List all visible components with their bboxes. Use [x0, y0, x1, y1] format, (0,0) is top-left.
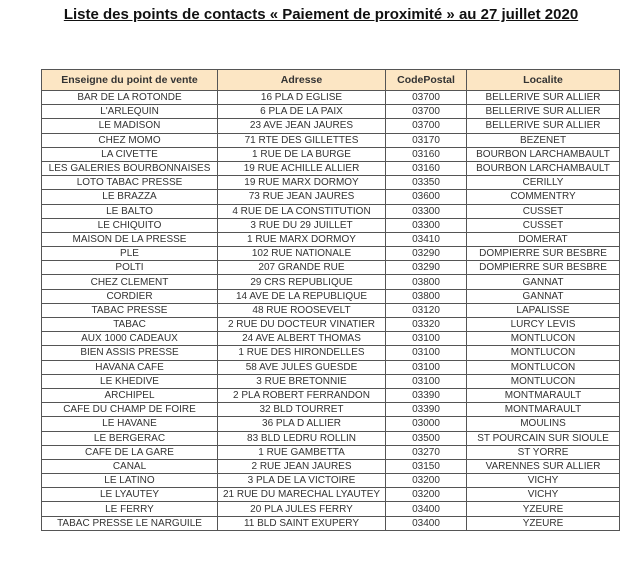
- cell-codepostal: 03390: [386, 403, 467, 417]
- cell-adresse: 6 PLA DE LA PAIX: [218, 105, 386, 119]
- cell-codepostal: 03000: [386, 417, 467, 431]
- cell-localite: MONTLUCON: [467, 360, 620, 374]
- header-localite: Localite: [467, 70, 620, 91]
- table-row: [42, 403, 620, 417]
- table-row: [42, 275, 620, 289]
- table-header-row: [42, 70, 620, 91]
- cell-localite: DOMPIERRE SUR BESBRE: [467, 247, 620, 261]
- cell-enseigne: LE MADISON: [42, 119, 218, 133]
- cell-localite: MONTMARAULT: [467, 388, 620, 402]
- cell-adresse: 24 AVE ALBERT THOMAS: [218, 332, 386, 346]
- table-row: [42, 431, 620, 445]
- cell-adresse: 3 PLA DE LA VICTOIRE: [218, 474, 386, 488]
- table-body: [42, 91, 620, 531]
- table-row: [42, 374, 620, 388]
- document-title: Liste des points de contacts « Paiement de proximité » au 27 juillet 2020: [63, 6, 579, 23]
- cell-localite: MONTLUCON: [467, 374, 620, 388]
- cell-localite: YZEURE: [467, 502, 620, 516]
- cell-codepostal: 03100: [386, 346, 467, 360]
- table-row: [42, 176, 620, 190]
- table-row: [42, 105, 620, 119]
- cell-localite: BOURBON LARCHAMBAULT: [467, 147, 620, 161]
- table-row: [42, 119, 620, 133]
- table-row: [42, 360, 620, 374]
- cell-adresse: 2 RUE DU DOCTEUR VINATIER: [218, 318, 386, 332]
- cell-enseigne: LE CHIQUITO: [42, 218, 218, 232]
- cell-enseigne: CHEZ CLEMENT: [42, 275, 218, 289]
- cell-enseigne: BAR DE LA ROTONDE: [42, 91, 218, 105]
- cell-codepostal: 03170: [386, 133, 467, 147]
- table-row: [42, 445, 620, 459]
- cell-codepostal: 03160: [386, 161, 467, 175]
- cell-codepostal: 03410: [386, 232, 467, 246]
- cell-localite: CERILLY: [467, 176, 620, 190]
- table-row: [42, 190, 620, 204]
- cell-adresse: 1 RUE DE LA BURGE: [218, 147, 386, 161]
- table-row: [42, 417, 620, 431]
- cell-codepostal: 03270: [386, 445, 467, 459]
- cell-enseigne: HAVANA CAFE: [42, 360, 218, 374]
- cell-localite: BOURBON LARCHAMBAULT: [467, 161, 620, 175]
- cell-codepostal: 03320: [386, 318, 467, 332]
- cell-adresse: 19 RUE ACHILLE ALLIER: [218, 161, 386, 175]
- cell-localite: MONTLUCON: [467, 346, 620, 360]
- cell-localite: LURCY LEVIS: [467, 318, 620, 332]
- cell-adresse: 73 RUE JEAN JAURES: [218, 190, 386, 204]
- cell-codepostal: 03390: [386, 388, 467, 402]
- cell-codepostal: 03160: [386, 147, 467, 161]
- cell-enseigne: CANAL: [42, 459, 218, 473]
- cell-adresse: 36 PLA D ALLIER: [218, 417, 386, 431]
- cell-codepostal: 03150: [386, 459, 467, 473]
- cell-enseigne: LE HAVANE: [42, 417, 218, 431]
- cell-adresse: 19 RUE MARX DORMOY: [218, 176, 386, 190]
- cell-enseigne: TABAC PRESSE LE NARGUILE: [42, 516, 218, 530]
- table-row: [42, 133, 620, 147]
- cell-codepostal: 03120: [386, 303, 467, 317]
- cell-localite: BELLERIVE SUR ALLIER: [467, 119, 620, 133]
- cell-enseigne: TABAC: [42, 318, 218, 332]
- cell-enseigne: PLE: [42, 247, 218, 261]
- cell-enseigne: BIEN ASSIS PRESSE: [42, 346, 218, 360]
- table-row: [42, 247, 620, 261]
- cell-enseigne: LE LYAUTEY: [42, 488, 218, 502]
- cell-codepostal: 03400: [386, 516, 467, 530]
- cell-adresse: 4 RUE DE LA CONSTITUTION: [218, 204, 386, 218]
- cell-codepostal: 03200: [386, 474, 467, 488]
- cell-adresse: 3 RUE BRETONNIE: [218, 374, 386, 388]
- cell-codepostal: 03700: [386, 119, 467, 133]
- table-row: [42, 502, 620, 516]
- cell-enseigne: CHEZ MOMO: [42, 133, 218, 147]
- cell-adresse: 1 RUE MARX DORMOY: [218, 232, 386, 246]
- cell-enseigne: LE KHEDIVE: [42, 374, 218, 388]
- table-row: [42, 232, 620, 246]
- cell-codepostal: 03400: [386, 502, 467, 516]
- cell-enseigne: ARCHIPEL: [42, 388, 218, 402]
- cell-adresse: 1 RUE DES HIRONDELLES: [218, 346, 386, 360]
- cell-enseigne: TABAC PRESSE: [42, 303, 218, 317]
- cell-enseigne: CAFE DE LA GARE: [42, 445, 218, 459]
- table-row: [42, 488, 620, 502]
- cell-enseigne: LE BALTO: [42, 204, 218, 218]
- cell-codepostal: 03300: [386, 218, 467, 232]
- cell-codepostal: 03350: [386, 176, 467, 190]
- cell-codepostal: 03600: [386, 190, 467, 204]
- table-row: [42, 318, 620, 332]
- cell-adresse: 2 PLA ROBERT FERRANDON: [218, 388, 386, 402]
- cell-enseigne: CORDIER: [42, 289, 218, 303]
- cell-adresse: 3 RUE DU 29 JUILLET: [218, 218, 386, 232]
- cell-localite: MONTMARAULT: [467, 403, 620, 417]
- cell-adresse: 102 RUE NATIONALE: [218, 247, 386, 261]
- table-row: [42, 147, 620, 161]
- cell-codepostal: 03700: [386, 91, 467, 105]
- cell-adresse: 1 RUE GAMBETTA: [218, 445, 386, 459]
- table-row: [42, 332, 620, 346]
- cell-adresse: 32 BLD TOURRET: [218, 403, 386, 417]
- cell-enseigne: AUX 1000 CADEAUX: [42, 332, 218, 346]
- header-codepostal: CodePostal: [386, 70, 467, 91]
- cell-enseigne: POLTI: [42, 261, 218, 275]
- cell-codepostal: 03800: [386, 275, 467, 289]
- points-de-contact-table: [41, 69, 620, 531]
- cell-localite: CUSSET: [467, 204, 620, 218]
- cell-adresse: 20 PLA JULES FERRY: [218, 502, 386, 516]
- cell-localite: VICHY: [467, 474, 620, 488]
- cell-localite: COMMENTRY: [467, 190, 620, 204]
- cell-localite: CUSSET: [467, 218, 620, 232]
- cell-localite: ST POURCAIN SUR SIOULE: [467, 431, 620, 445]
- cell-localite: MOULINS: [467, 417, 620, 431]
- cell-localite: VARENNES SUR ALLIER: [467, 459, 620, 473]
- cell-adresse: 58 AVE JULES GUESDE: [218, 360, 386, 374]
- cell-enseigne: LES GALERIES BOURBONNAISES: [42, 161, 218, 175]
- cell-codepostal: 03500: [386, 431, 467, 445]
- table-row: [42, 346, 620, 360]
- cell-adresse: 71 RTE DES GILLETTES: [218, 133, 386, 147]
- cell-localite: GANNAT: [467, 275, 620, 289]
- cell-codepostal: 03100: [386, 374, 467, 388]
- table-row: [42, 218, 620, 232]
- header-enseigne: Enseigne du point de vente: [42, 70, 218, 91]
- cell-localite: BELLERIVE SUR ALLIER: [467, 105, 620, 119]
- cell-adresse: 14 AVE DE LA REPUBLIQUE: [218, 289, 386, 303]
- table-row: [42, 261, 620, 275]
- cell-codepostal: 03290: [386, 247, 467, 261]
- table-row: [42, 459, 620, 473]
- cell-adresse: 23 AVE JEAN JAURES: [218, 119, 386, 133]
- cell-codepostal: 03100: [386, 360, 467, 374]
- cell-localite: VICHY: [467, 488, 620, 502]
- cell-localite: GANNAT: [467, 289, 620, 303]
- cell-enseigne: LE LATINO: [42, 474, 218, 488]
- cell-codepostal: 03300: [386, 204, 467, 218]
- cell-localite: DOMERAT: [467, 232, 620, 246]
- cell-localite: ST YORRE: [467, 445, 620, 459]
- cell-localite: DOMPIERRE SUR BESBRE: [467, 261, 620, 275]
- cell-localite: YZEURE: [467, 516, 620, 530]
- header-adresse: Adresse: [218, 70, 386, 91]
- cell-adresse: 16 PLA D EGLISE: [218, 91, 386, 105]
- cell-codepostal: 03700: [386, 105, 467, 119]
- cell-enseigne: LE BRAZZA: [42, 190, 218, 204]
- cell-adresse: 21 RUE DU MARECHAL LYAUTEY: [218, 488, 386, 502]
- cell-enseigne: LE BERGERAC: [42, 431, 218, 445]
- cell-enseigne: LE FERRY: [42, 502, 218, 516]
- cell-adresse: 207 GRANDE RUE: [218, 261, 386, 275]
- cell-enseigne: MAISON DE LA PRESSE: [42, 232, 218, 246]
- cell-adresse: 11 BLD SAINT EXUPERY: [218, 516, 386, 530]
- cell-localite: BELLERIVE SUR ALLIER: [467, 91, 620, 105]
- cell-enseigne: LOTO TABAC PRESSE: [42, 176, 218, 190]
- cell-adresse: 2 RUE JEAN JAURES: [218, 459, 386, 473]
- table-row: [42, 161, 620, 175]
- cell-codepostal: 03290: [386, 261, 467, 275]
- cell-adresse: 83 BLD LEDRU ROLLIN: [218, 431, 386, 445]
- cell-enseigne: CAFE DU CHAMP DE FOIRE: [42, 403, 218, 417]
- cell-localite: MONTLUCON: [467, 332, 620, 346]
- cell-enseigne: LA CIVETTE: [42, 147, 218, 161]
- table-row: [42, 388, 620, 402]
- cell-adresse: 48 RUE ROOSEVELT: [218, 303, 386, 317]
- table-row: [42, 289, 620, 303]
- cell-adresse: 29 CRS REPUBLIQUE: [218, 275, 386, 289]
- cell-localite: LAPALISSE: [467, 303, 620, 317]
- cell-codepostal: 03200: [386, 488, 467, 502]
- table-row: [42, 303, 620, 317]
- cell-codepostal: 03800: [386, 289, 467, 303]
- table-row: [42, 91, 620, 105]
- table-row: [42, 474, 620, 488]
- cell-enseigne: L'ARLEQUIN: [42, 105, 218, 119]
- table-row: [42, 516, 620, 530]
- cell-localite: BEZENET: [467, 133, 620, 147]
- cell-codepostal: 03100: [386, 332, 467, 346]
- table-row: [42, 204, 620, 218]
